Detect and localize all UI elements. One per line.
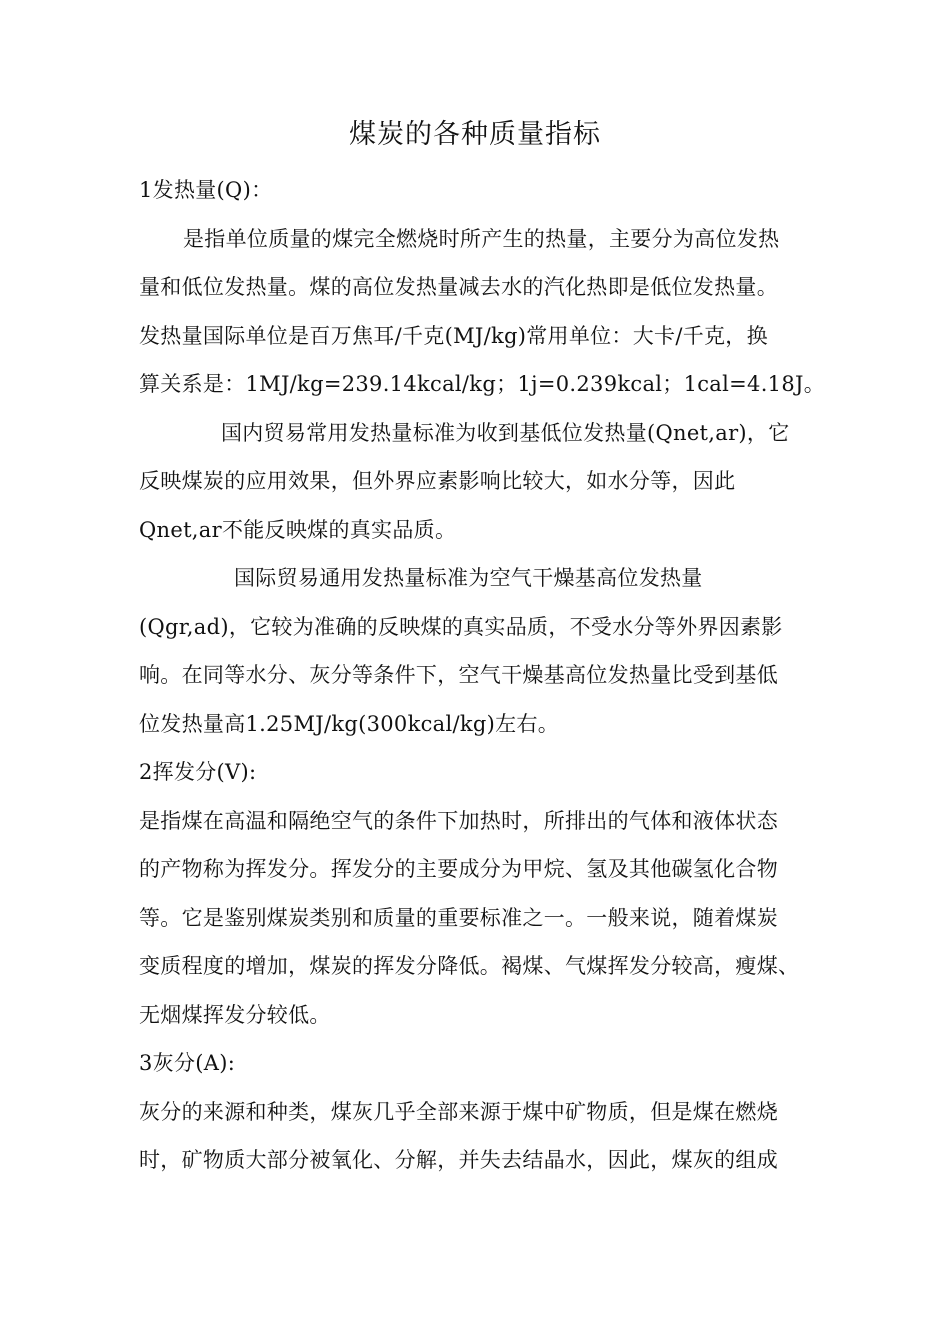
- section-heading-calorific: 1发热量(Q)：: [139, 178, 273, 202]
- paragraph-line: 无烟煤挥发分较低。: [139, 1002, 331, 1027]
- document-title: 煤炭的各种质量指标: [349, 119, 601, 150]
- paragraph-line: 响。在同等水分、灰分等条件下，空气干燥基高位发热量比受到基低: [139, 663, 778, 687]
- paragraph-line: 国际贸易通用发热量标准为空气干燥基高位发热量: [234, 566, 703, 590]
- paragraph-line: 反映煤炭的应用效果，但外界应素影响比较大，如水分等，因此: [139, 469, 736, 493]
- paragraph-line: Qnet,ar不能反映煤的真实品质。: [139, 517, 457, 542]
- paragraph-line: 量和低位发热量。煤的高位发热量减去水的汽化热即是低位发热量。: [139, 275, 778, 299]
- paragraph-line: 算关系是：1MJ/kg=239.14kcal/kg；1j=0.239kcal；1cal=4.18J。: [139, 372, 826, 396]
- paragraph-line: 变质程度的增加，煤炭的挥发分降低。褐煤、气煤挥发分较高，瘦煤、: [139, 954, 800, 978]
- paragraph-line: 的产物称为挥发分。挥发分的主要成分为甲烷、氢及其他碳氢化合物: [139, 857, 778, 881]
- paragraph-line: 等。它是鉴别煤炭类别和质量的重要标准之一。一般来说，随着煤炭: [139, 905, 778, 930]
- paragraph-line: 是指单位质量的煤完全燃烧时所产生的热量，主要分为高位发热: [183, 226, 780, 251]
- paragraph-line: 时，矿物质大部分被氧化、分解，并失去结晶水，因此，煤灰的组成: [139, 1148, 778, 1172]
- document-body: [139, 166, 829, 1185]
- paragraph-line: 国内贸易常用发热量标准为收到基低位发热量(Qnet,ar)，它: [221, 420, 790, 445]
- paragraph-line: 位发热量高1.25MJ/kg(300kcal/kg)左右。: [139, 711, 560, 736]
- paragraph-line: 是指煤在高温和隔绝空气的条件下加热时，所排出的气体和液体状态: [139, 808, 778, 833]
- paragraph-line: 灰分的来源和种类，煤灰几乎全部来源于煤中矿物质，但是煤在燃烧: [139, 1099, 778, 1124]
- paragraph-line: 发热量国际单位是百万焦耳/千克(MJ/kg)常用单位：大卡/千克，换: [139, 323, 768, 348]
- section-heading-ash: 3灰分(A):: [139, 1051, 236, 1075]
- section-heading-volatile: 2挥发分(V):: [139, 760, 257, 784]
- paragraph-line: (Qgr,ad)，它较为准确的反映煤的真实品质，不受水分等外界因素影: [139, 614, 783, 639]
